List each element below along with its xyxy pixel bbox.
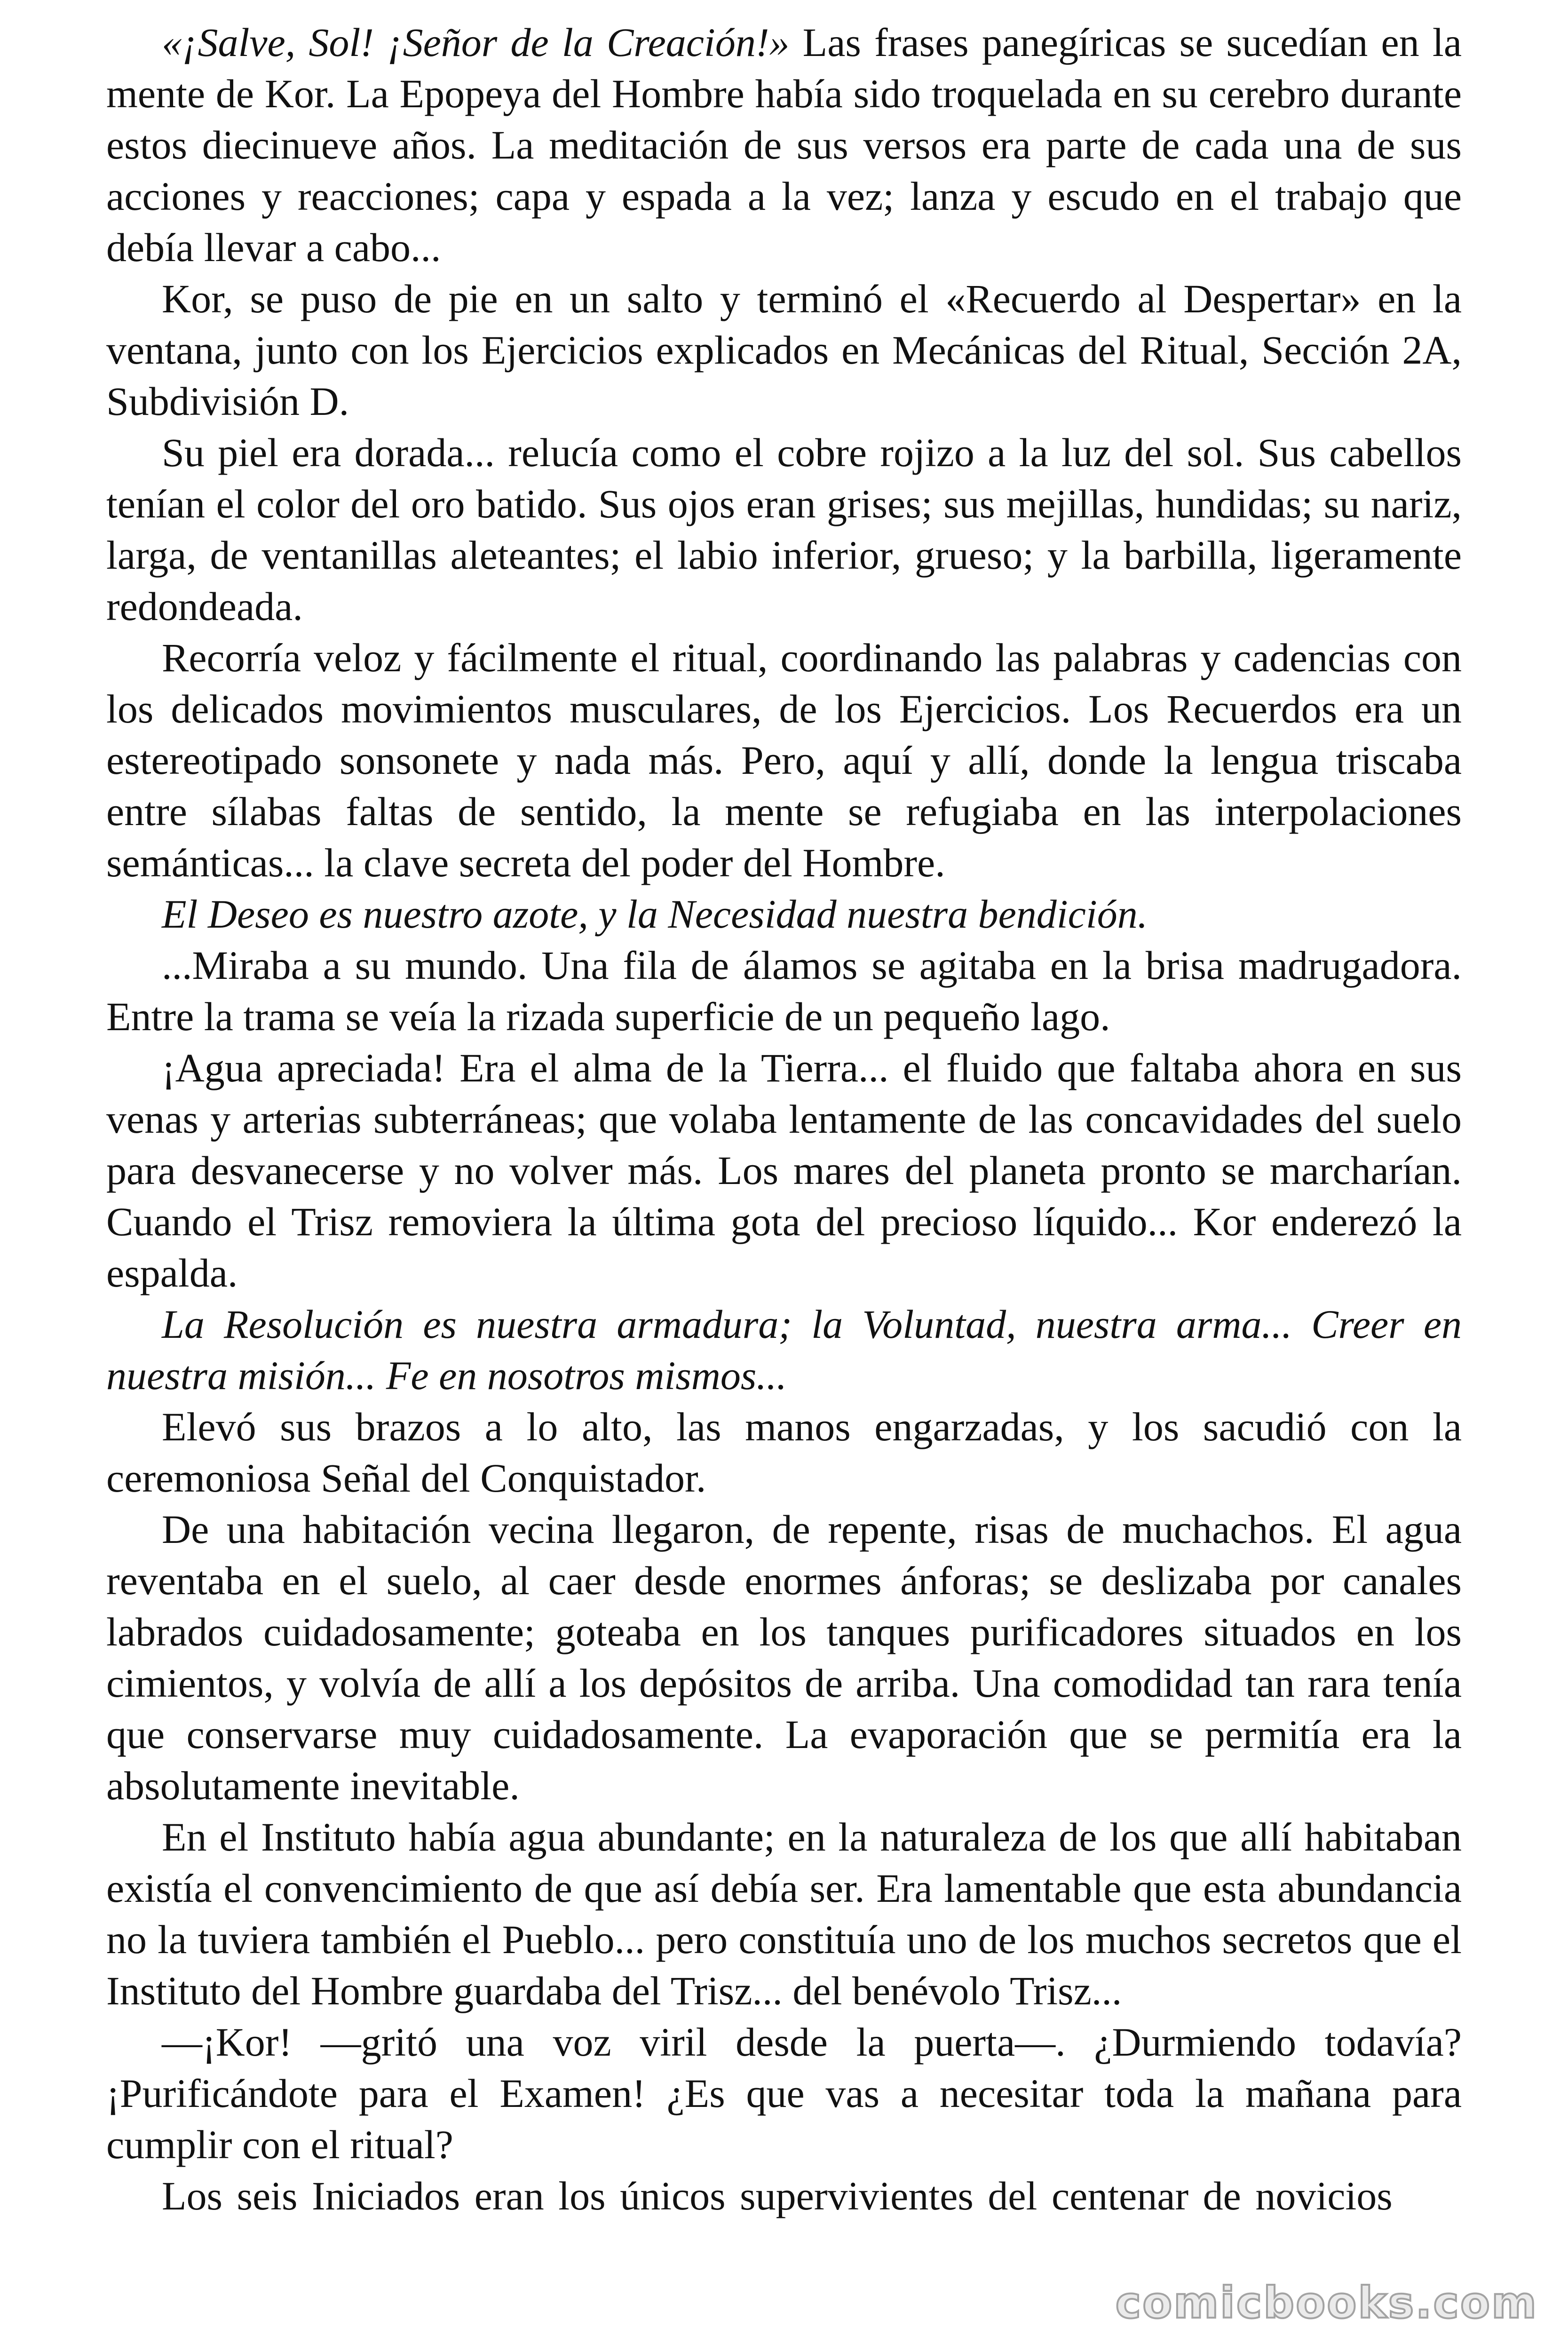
paragraph-8-italic: La Resolución es nuestra armadura; la Voluntad, nuestra arma... Creer en nuestra misión... Fe en nosotros mismos... [106,1302,1462,1398]
paragraph-13: Los seis Iniciados eran los únicos supervivientes del centenar de novicios [162,2173,1393,2218]
paragraph-1-italic-lead: «¡Salve, Sol! ¡Señor de la Creación!» [162,20,790,65]
paragraph-3: Su piel era dorada... relucía como el cobre rojizo a la luz del sol. Sus cabellos tenían el color del oro batido. Sus ojos eran grises; sus mejillas, hundidas; su nariz, larga, de ventanillas aleteantes; el labio inferior, grueso; y la barbilla, ligeramente redondeada. [106,430,1462,629]
book-page-text [106,17,1462,2222]
paragraph-12: —¡Kor! —gritó una voz viril desde la puerta—. ¿Durmiendo todavía? ¡Purificándote para el Examen! ¿Es que vas a necesitar toda la mañana para cumplir con el ritual? [106,2019,1462,2167]
paragraph-1-body: Las frases panegíricas se sucedían en la mente de Kor. La Epopeya del Hombre había sido troquelada en su cerebro durante estos diecinueve años. La meditación de sus versos era parte de cada una de sus acciones y reacciones; capa y espada a la vez; lanza y escudo en el trabajo que debía llevar a cabo... [106,20,1462,270]
paragraph-1 [106,17,1462,273]
paragraph-7: ¡Agua apreciada! Era el alma de la Tierra... el fluido que faltaba ahora en sus venas y arterias subterráneas; que volaba lentamente de las concavidades del suelo para desvanecerse y no volver más. Los mares del planeta pronto se marcharían. Cuando el Trisz removiera la última gota del precioso líquido... Kor enderezó la espalda. [106,1045,1462,1295]
paragraph-6: ...Miraba a su mundo. Una fila de álamos se agitaba en la brisa madrugadora. Entre la trama se veía la rizada superficie de un pequeño lago. [106,943,1462,1039]
paragraph-2: Kor, se puso de pie en un salto y terminó el «Recuerdo al Despertar» en la ventana, junto con los Ejercicios explicados en Mecánicas del Ritual, Sección 2A, Subdivisión D. [106,276,1462,424]
paragraph-9: Elevó sus brazos a lo alto, las manos engarzadas, y los sacudió con la ceremoniosa Señal del Conquistador. [106,1404,1462,1501]
paragraph-4: Recorría veloz y fácilmente el ritual, coordinando las palabras y cadencias con los delicados movimientos musculares, de los Ejercicios. Los Recuerdos era un estereotipado sonsonete y nada más. Pero, aquí y allí, donde la lengua triscaba entre sílabas faltas de sentido, la mente se refugiaba en las interpolaciones semánticas... la clave secreta del poder del Hombre. [106,635,1462,885]
paragraph-5-italic: El Deseo es nuestro azote, y la Necesidad nuestra bendición. [162,891,1148,937]
paragraph-10: De una habitación vecina llegaron, de repente, risas de muchachos. El agua reventaba en el suelo, al caer desde enormes ánforas; se deslizaba por canales labrados cuidadosamente; goteaba en los tanques purificadores situados en los cimientos, y volvía de allí a los depósitos de arriba. Una comodidad tan rara tenía que conservarse muy cuidadosamente. La evaporación que se permitía era la absolutamente inevitable. [106,1507,1462,1808]
paragraph-11: En el Instituto había agua abundante; en la naturaleza de los que allí habitaban existía el convencimiento de que así debía ser. Era lamentable que esta abundancia no la tuviera también el Pueblo... pero constituía uno de los muchos secretos que el Instituto del Hombre guardaba del Trisz... del benévolo Trisz... [106,1814,1462,2013]
watermark-logo: comicbooks.com [1115,2278,1538,2328]
